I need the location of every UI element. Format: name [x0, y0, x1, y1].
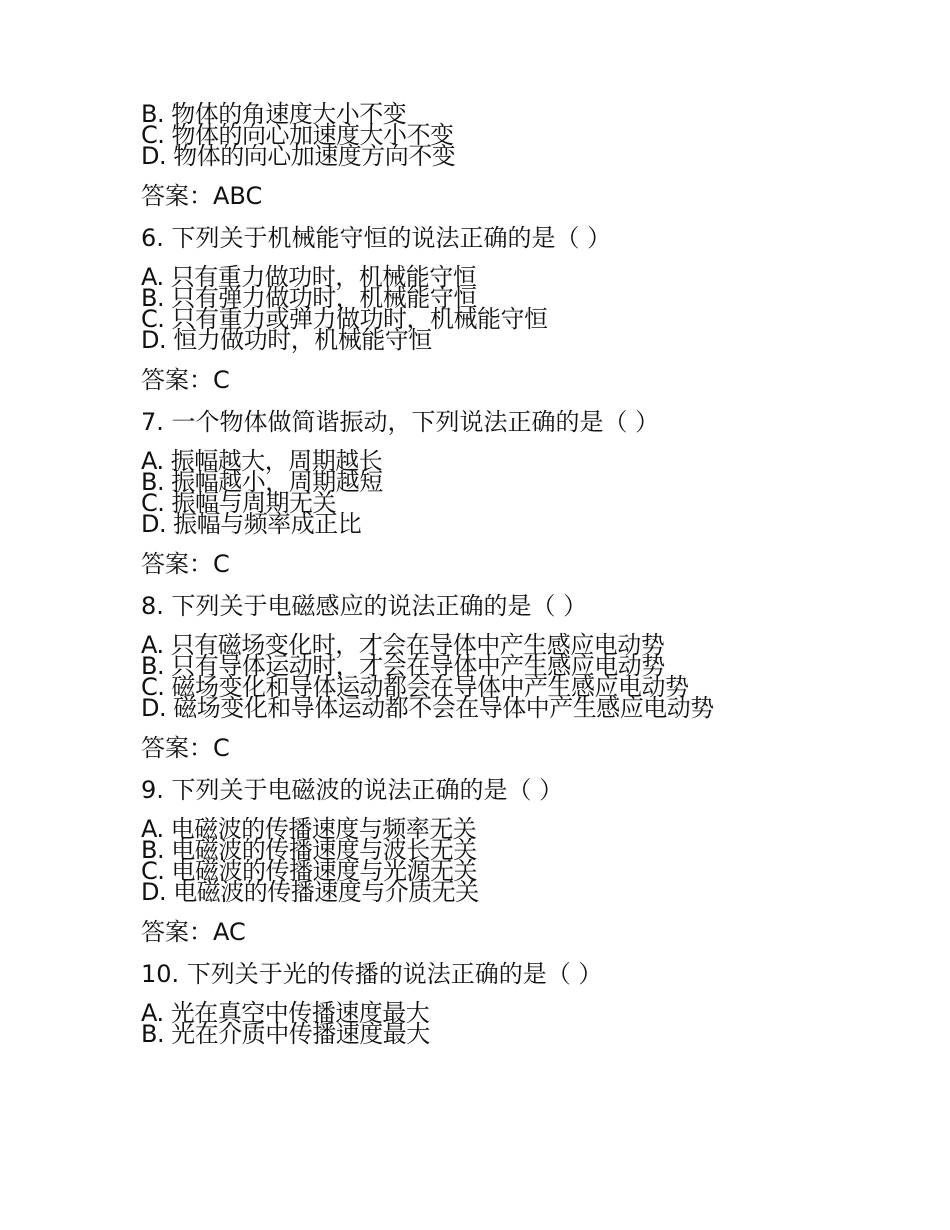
options-q8 — [141, 631, 901, 722]
options-q5 — [141, 100, 901, 170]
answer-q5: 答案：ABC — [141, 182, 263, 210]
option-c: C. 只有重力或弹力做功时，机械能守恒 — [141, 305, 548, 333]
option-b: B. 光在介质中传播速度最大 — [141, 1020, 430, 1048]
option-a: A. 只有重力做功时，机械能守恒 — [141, 263, 477, 291]
option-a: A. 光在真空中传播速度最大 — [141, 999, 430, 1027]
answer-q8: 答案：C — [141, 734, 230, 762]
question-6: 6. 下列关于机械能守恒的说法正确的是（ ） — [141, 224, 612, 252]
option-c: C. 物体的向心加速度大小不变 — [141, 121, 454, 149]
document-content — [141, 100, 901, 1048]
option-b: B. 电磁波的传播速度与波长无关 — [141, 836, 477, 864]
option-d: D. 物体的向心加速度方向不变 — [141, 142, 456, 170]
options-q9 — [141, 815, 901, 906]
option-b: B. 只有弹力做功时，机械能守恒 — [141, 284, 477, 312]
option-c: C. 电磁波的传播速度与光源无关 — [141, 857, 478, 885]
answer-q6: 答案：C — [141, 366, 230, 394]
question-9: 9. 下列关于电磁波的说法正确的是（ ） — [141, 776, 564, 804]
option-b: B. 振幅越小，周期越短 — [141, 468, 383, 496]
question-10: 10. 下列关于光的传播的说法正确的是（ ） — [141, 960, 603, 988]
options-q10 — [141, 999, 901, 1048]
option-c: C. 振幅与周期无关 — [141, 489, 337, 517]
option-a: A. 只有磁场变化时，才会在导体中产生感应电动势 — [141, 631, 665, 659]
answer-q7: 答案：C — [141, 550, 230, 578]
options-q7 — [141, 447, 901, 538]
option-a: A. 电磁波的传播速度与频率无关 — [141, 815, 477, 843]
option-d: D. 振幅与频率成正比 — [141, 510, 362, 538]
option-d: D. 恒力做功时，机械能守恒 — [141, 326, 432, 354]
options-q6 — [141, 263, 901, 354]
option-a: A. 振幅越大，周期越长 — [141, 447, 383, 475]
option-c: C. 磁场变化和导体运动都会在导体中产生感应电动势 — [141, 673, 689, 701]
option-b: B. 物体的角速度大小不变 — [141, 100, 407, 128]
question-7: 7. 一个物体做简谐振动，下列说法正确的是（ ） — [141, 408, 660, 436]
option-d: D. 磁场变化和导体运动都不会在导体中产生感应电动势 — [141, 694, 714, 722]
option-b: B. 只有导体运动时，才会在导体中产生感应电动势 — [141, 652, 665, 680]
option-d: D. 电磁波的传播速度与介质无关 — [141, 878, 479, 906]
answer-q9: 答案：AC — [141, 918, 246, 946]
question-8: 8. 下列关于电磁感应的说法正确的是（ ） — [141, 592, 588, 620]
